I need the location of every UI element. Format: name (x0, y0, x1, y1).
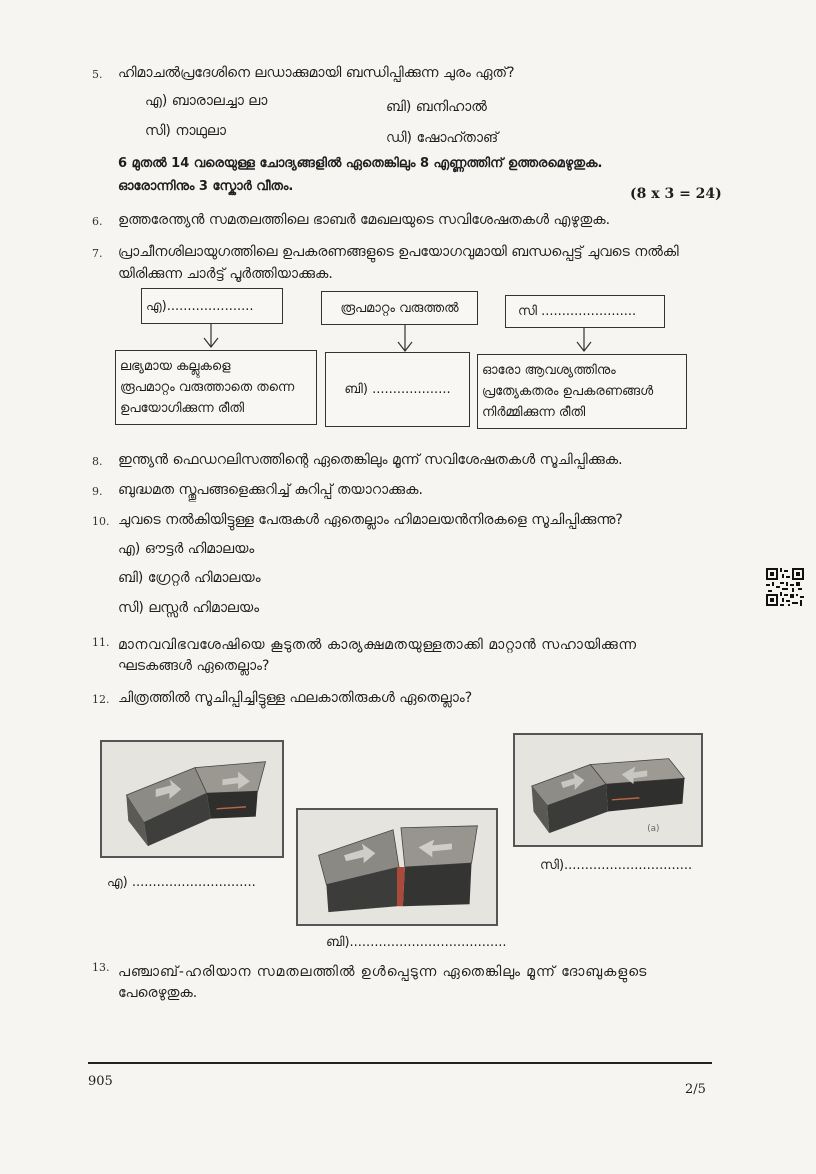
chart-box-bottom-a-line1: ലഭ്യമായ കല്ലുകളെ (120, 359, 231, 374)
q11-number: 11. (92, 636, 110, 649)
q5-option-d: ഡി) ഷോഹ്താങ് (386, 130, 499, 146)
q10-option-b: ബി) ഗ്രേറ്റർ ഹിമാലയം (118, 570, 261, 586)
chart-box-bottom-a-line3: ഉപയോഗിക്കുന്ന രീതി (120, 401, 245, 416)
footer-code: 905 (88, 1074, 113, 1089)
q10-option-a: എ) ഔട്ടർ ഹിമാലയം (118, 541, 255, 557)
q7-number: 7. (92, 247, 103, 260)
q8-number: 8. (92, 455, 103, 468)
chart-box-bottom-c (477, 354, 687, 429)
section-instruction-line1: 6 മുതൽ 14 വരെയുള്ള ചോദ്യങ്ങളിൽ ഏതെങ്കിലും 8 എണ്ണത്തിന് ഉത്തരമെഴുതുക. (118, 156, 603, 171)
figure-a (100, 740, 284, 858)
q12-label-b: ബി)...................................... (326, 935, 507, 950)
q12-text: ചിത്രത്തിൽ സൂചിപ്പിച്ചിട്ടുള്ള ഫലകാതിരുകൾ ഏതെല്ലാം? (118, 690, 473, 706)
q5-option-a: എ) ബാരാലച്ചാ ലാ (145, 93, 268, 109)
figure-b-plates-image (304, 816, 490, 918)
chart-box-b-label: രൂപമാറ്റം വരുത്തൽ (340, 300, 459, 316)
chart-box-bottom-b-label: ബി) ................... (344, 382, 451, 397)
chart-box-bottom-a-line2: രൂപമാറ്റം വരുത്താതെ തന്നെ (120, 380, 295, 395)
chart-box-a-label: എ)..................... (146, 298, 254, 314)
section-marks: (8 x 3 = 24) (630, 186, 722, 202)
q8-text: ഇന്ത്യൻ ഫെഡറലിസത്തിന്റെ ഏതെങ്കിലും മൂന്ന് സവിശേഷതകൾ സൂചിപ്പിക്കുക. (118, 452, 623, 468)
figure-c-mark: (a) (647, 824, 660, 835)
figure-c-plates-image (521, 741, 695, 839)
q7-text-line1: പ്രാചീനശിലായുഗത്തിലെ ഉപകരണങ്ങളുടെ ഉപയോഗവുമായി ബന്ധപ്പെട്ട് ചുവടെ നൽകി (118, 244, 679, 260)
chart-box-bottom-b (325, 352, 470, 427)
q13-text-line2: പേരെഴുതുക. (118, 985, 198, 1001)
q12-label-a: എ) .............................. (107, 875, 256, 890)
chart-box-b (321, 291, 478, 325)
q5-text: ഹിമാചൽപ്രദേശിനെ ലഡാക്കുമായി ബന്ധിപ്പിക്കുന്ന ചുരം ഏത്? (118, 65, 515, 81)
q13-text-line1: പഞ്ചാബ്-ഹരിയാന സമതലത്തിൽ ഉൾപ്പെടുന്ന ഏതെങ്കിലും മൂന്ന് ദോബുകളുടെ (118, 964, 648, 980)
q12-number: 12. (92, 693, 110, 706)
q5-option-c: സി) നാഥുലാ (145, 123, 226, 139)
q10-option-c: സി) ലസ്സർ ഹിമാലയം (118, 600, 260, 616)
chart-box-bottom-c-line3: നിർമ്മിക്കുന്ന രീതി (482, 405, 586, 420)
chart-box-bottom-a (115, 350, 317, 425)
chart-box-c-label: സി ....................... (518, 304, 637, 319)
q7-text-line2: യിരിക്കുന്ന ചാർട്ട് പൂർത്തിയാക്കുക. (118, 266, 333, 282)
q5-number: 5. (92, 68, 103, 81)
q5-option-b: ബി) ബനിഹാൽ (386, 99, 487, 115)
figure-a-plates-image (108, 748, 276, 850)
section-instruction-line2: ഓരോന്നിനും 3 സ്കോർ വീതം. (118, 179, 294, 194)
q13-number: 13. (92, 961, 110, 974)
q11-text-line2: ഘടകങ്ങൾ ഏതെല്ലാം? (118, 658, 270, 674)
qr-code-icon (766, 568, 804, 606)
footer-rule (88, 1062, 712, 1064)
q9-number: 9. (92, 485, 103, 498)
chart-box-c (505, 295, 665, 328)
q12-label-c: സി)............................... (540, 858, 693, 873)
q10-number: 10. (92, 515, 110, 528)
q11-text-line1: മാനവവിഭവശേഷിയെ കൂടുതൽ കാര്യക്ഷമതയുള്ളതാക്കി മാറ്റാൻ സഹായിക്കുന്ന (118, 637, 637, 653)
q10-text: ചുവടെ നൽകിയിട്ടുള്ള പേരുകൾ ഏതെല്ലാം ഹിമാലയൻനിരകളെ സൂചിപ്പിക്കുന്നു? (118, 512, 623, 528)
footer-page-number: 2/5 (685, 1082, 706, 1097)
chart-arrow-a-head (204, 338, 218, 347)
figure-b (296, 808, 498, 926)
figure-c (513, 733, 703, 847)
q6-text: ഉത്തരേന്ത്യൻ സമതലത്തിലെ ഭാബർ മേഖലയുടെ സവിശേഷതകൾ എഴുതുക. (118, 212, 611, 228)
q6-number: 6. (92, 215, 103, 228)
q9-text: ബുദ്ധമത സ്തൂപങ്ങളെക്കുറിച്ച് കുറിപ്പ് തയാറാക്കുക. (118, 482, 423, 498)
chart-box-bottom-c-line1: ഓരോ ആവശ്യത്തിനും (482, 363, 616, 378)
chart-box-a (141, 288, 283, 324)
chart-arrow-b-head (398, 342, 412, 351)
chart-arrow-c-head (577, 342, 591, 351)
chart-box-bottom-c-line2: പ്രത്യേകതരം ഉപകരണങ്ങൾ (482, 384, 654, 399)
